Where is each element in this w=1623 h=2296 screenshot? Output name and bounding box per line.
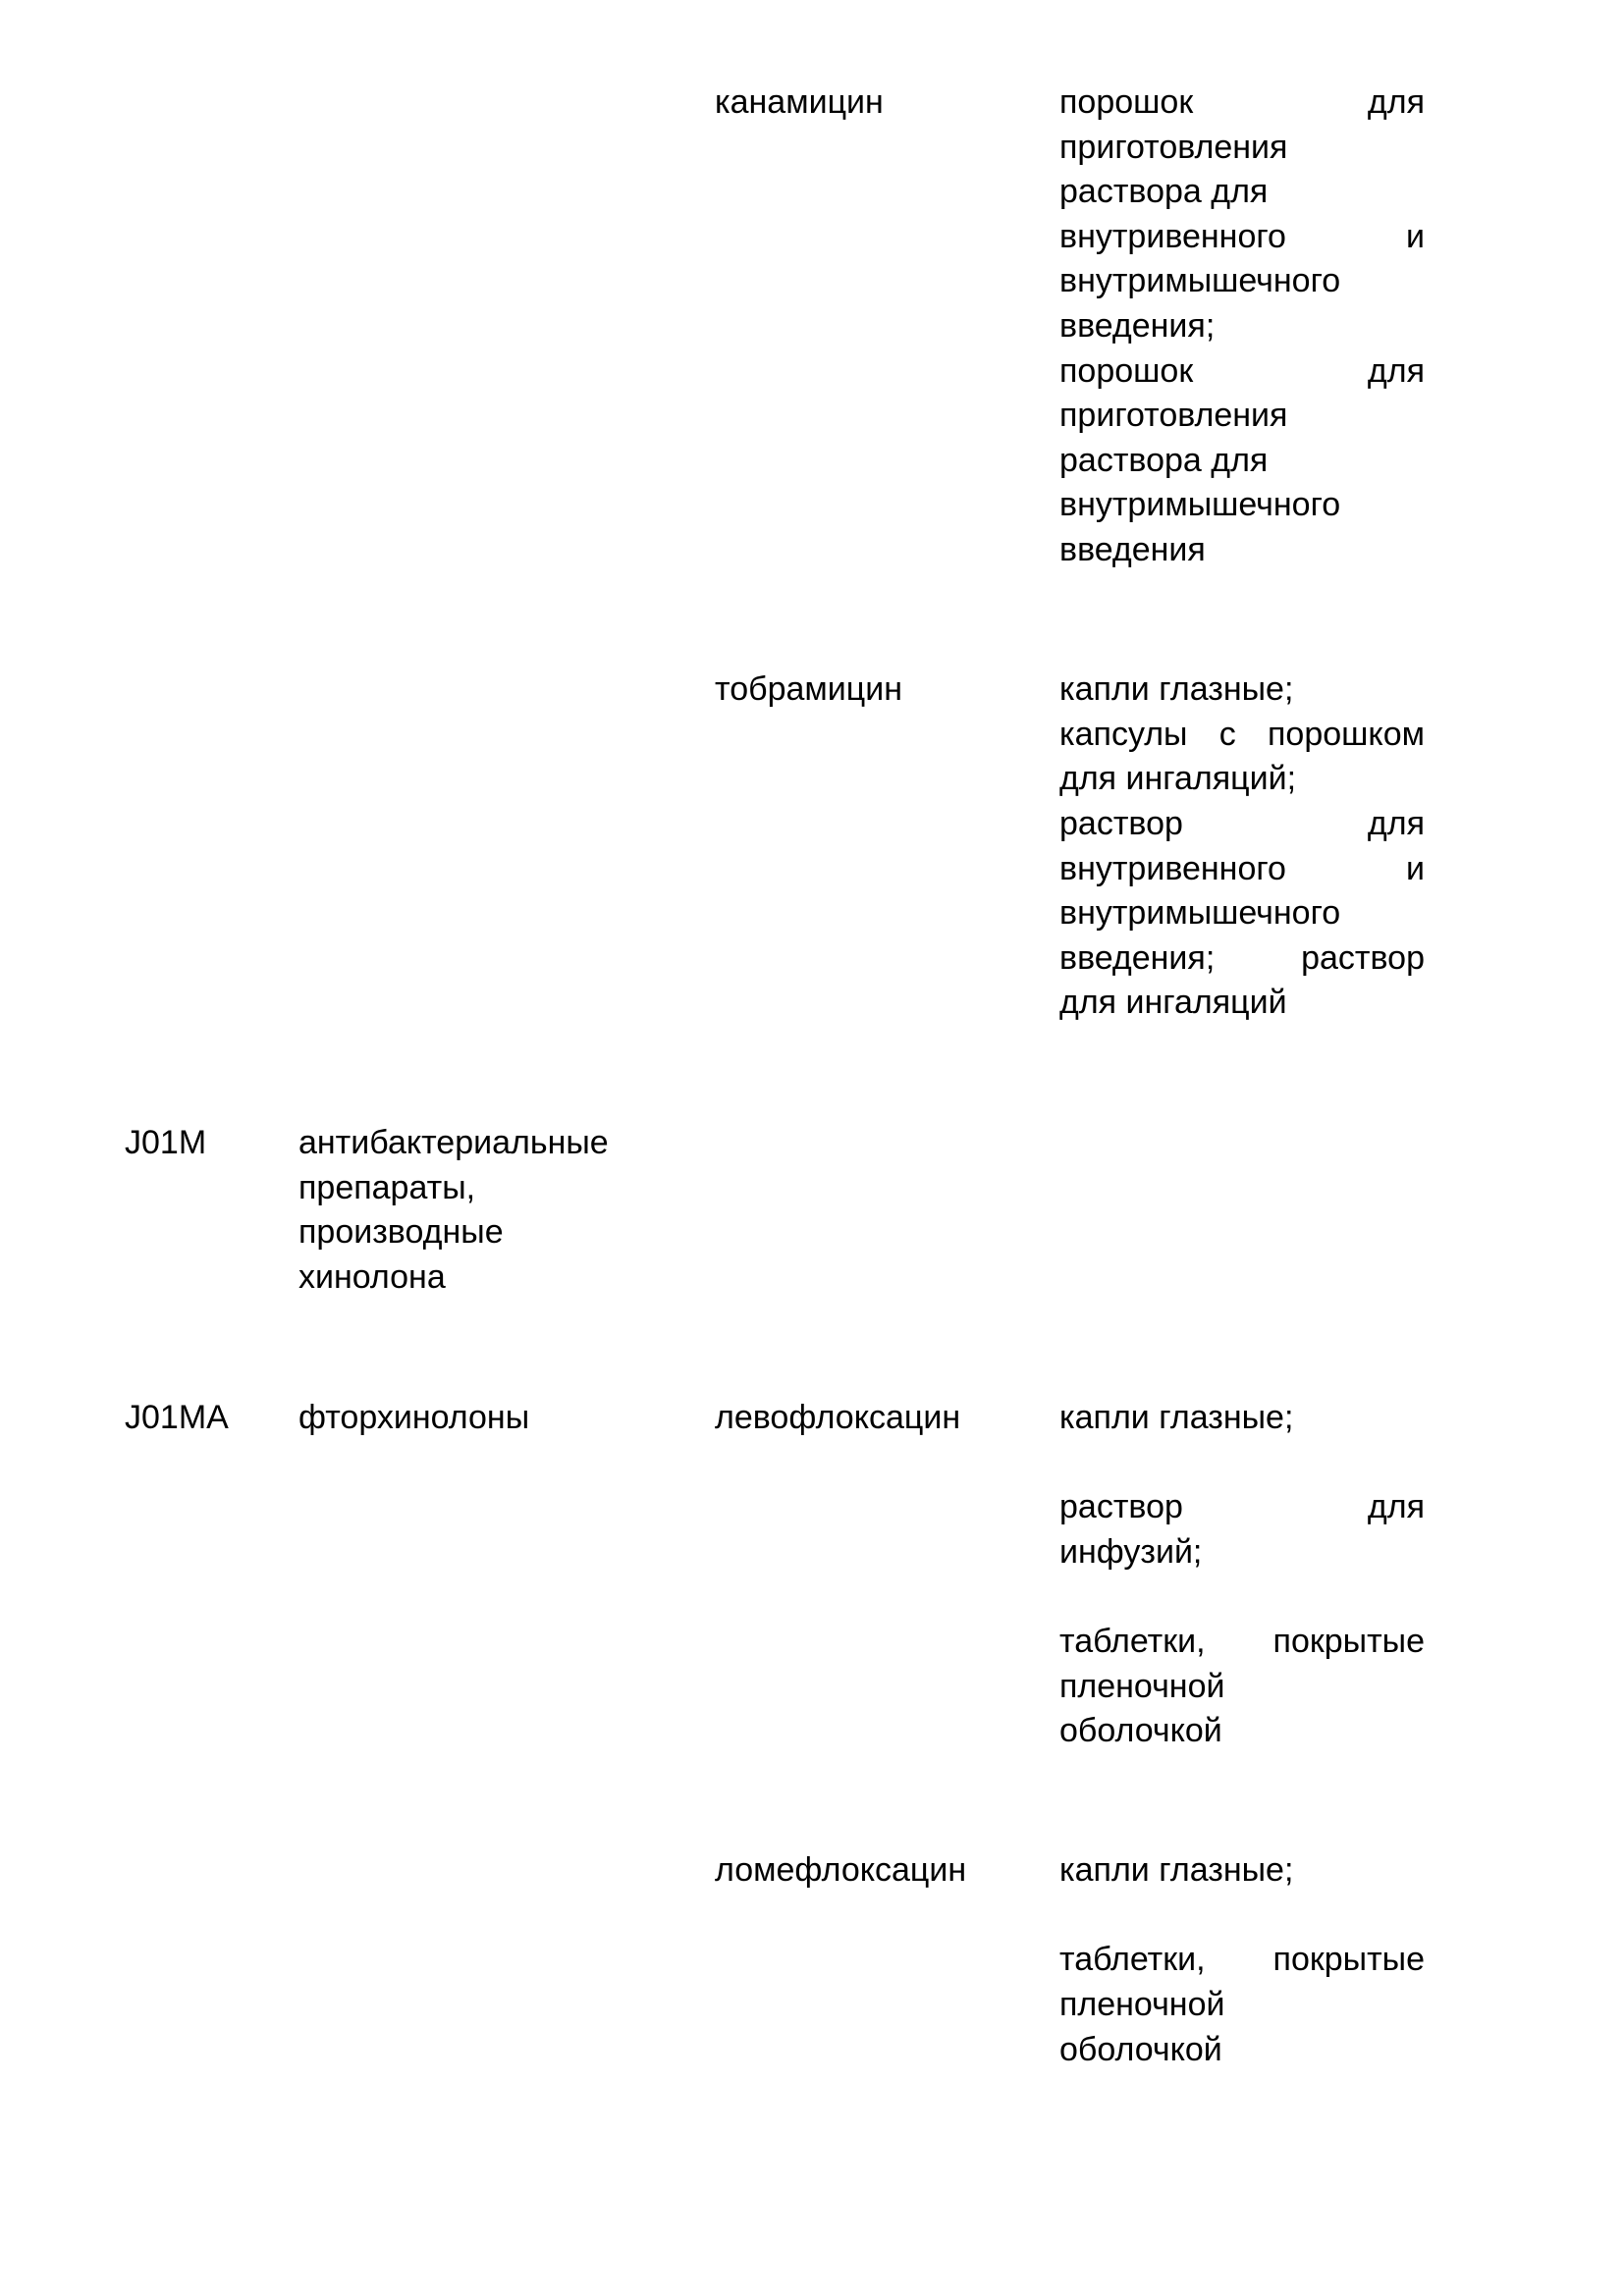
dosage-form-line: капли глазные; [1059,1399,1294,1436]
group-name-line: антибактериальные [298,1124,609,1161]
dosage-form-line: для ингаляций [1059,984,1287,1021]
dosage-form-line: введения; раствор [1059,939,1425,977]
dosage-form-line: раствора для [1059,173,1269,210]
dosage-form-line: раствор для [1059,805,1425,842]
dosage-form-line: внутримышечного [1059,486,1341,523]
group-name-line: фторхинолоны [298,1399,530,1436]
drug-name: левофлоксацин [715,1399,961,1436]
dosage-form-line: введения; [1059,307,1216,345]
group-name-line: производные [298,1213,504,1251]
dosage-form-line: пленочной [1059,1668,1225,1705]
drug-name: ломефлоксацин [715,1851,967,1889]
dosage-form-line: раствор для [1059,1488,1425,1525]
dosage-form-line: внутривенного и [1059,218,1425,255]
group-name-line: препараты, [298,1169,476,1206]
atc-code: J01MA [125,1399,229,1436]
dosage-form-line: раствора для [1059,442,1269,479]
dosage-form-line: введения [1059,531,1206,568]
dosage-form-line: пленочной [1059,1986,1225,2023]
dosage-form-line: для ингаляций; [1059,760,1297,797]
dosage-form-line: капли глазные; [1059,1851,1294,1889]
group-name-line: хинолона [298,1258,446,1296]
dosage-form-line: порошок для [1059,352,1425,390]
dosage-form-line: внутривенного и [1059,850,1425,887]
dosage-form-line: внутримышечного [1059,894,1341,932]
dosage-form-line: капсулы с порошком [1059,716,1425,753]
dosage-form-line: приготовления [1059,129,1288,166]
dosage-form-line: таблетки, покрытые [1059,1941,1425,1978]
dosage-form-line: внутримышечного [1059,262,1341,299]
dosage-form-line: инфузий; [1059,1533,1203,1571]
dosage-form-line: капли глазные; [1059,670,1294,708]
dosage-form-line: порошок для [1059,83,1425,121]
dosage-form-line: оболочкой [1059,2031,1222,2068]
dosage-form-line: таблетки, покрытые [1059,1623,1425,1660]
dosage-form-line: оболочкой [1059,1712,1222,1749]
atc-code: J01M [125,1124,207,1161]
drug-name: канамицин [715,83,884,121]
drug-name: тобрамицин [715,670,903,708]
dosage-form-line: приготовления [1059,397,1288,434]
